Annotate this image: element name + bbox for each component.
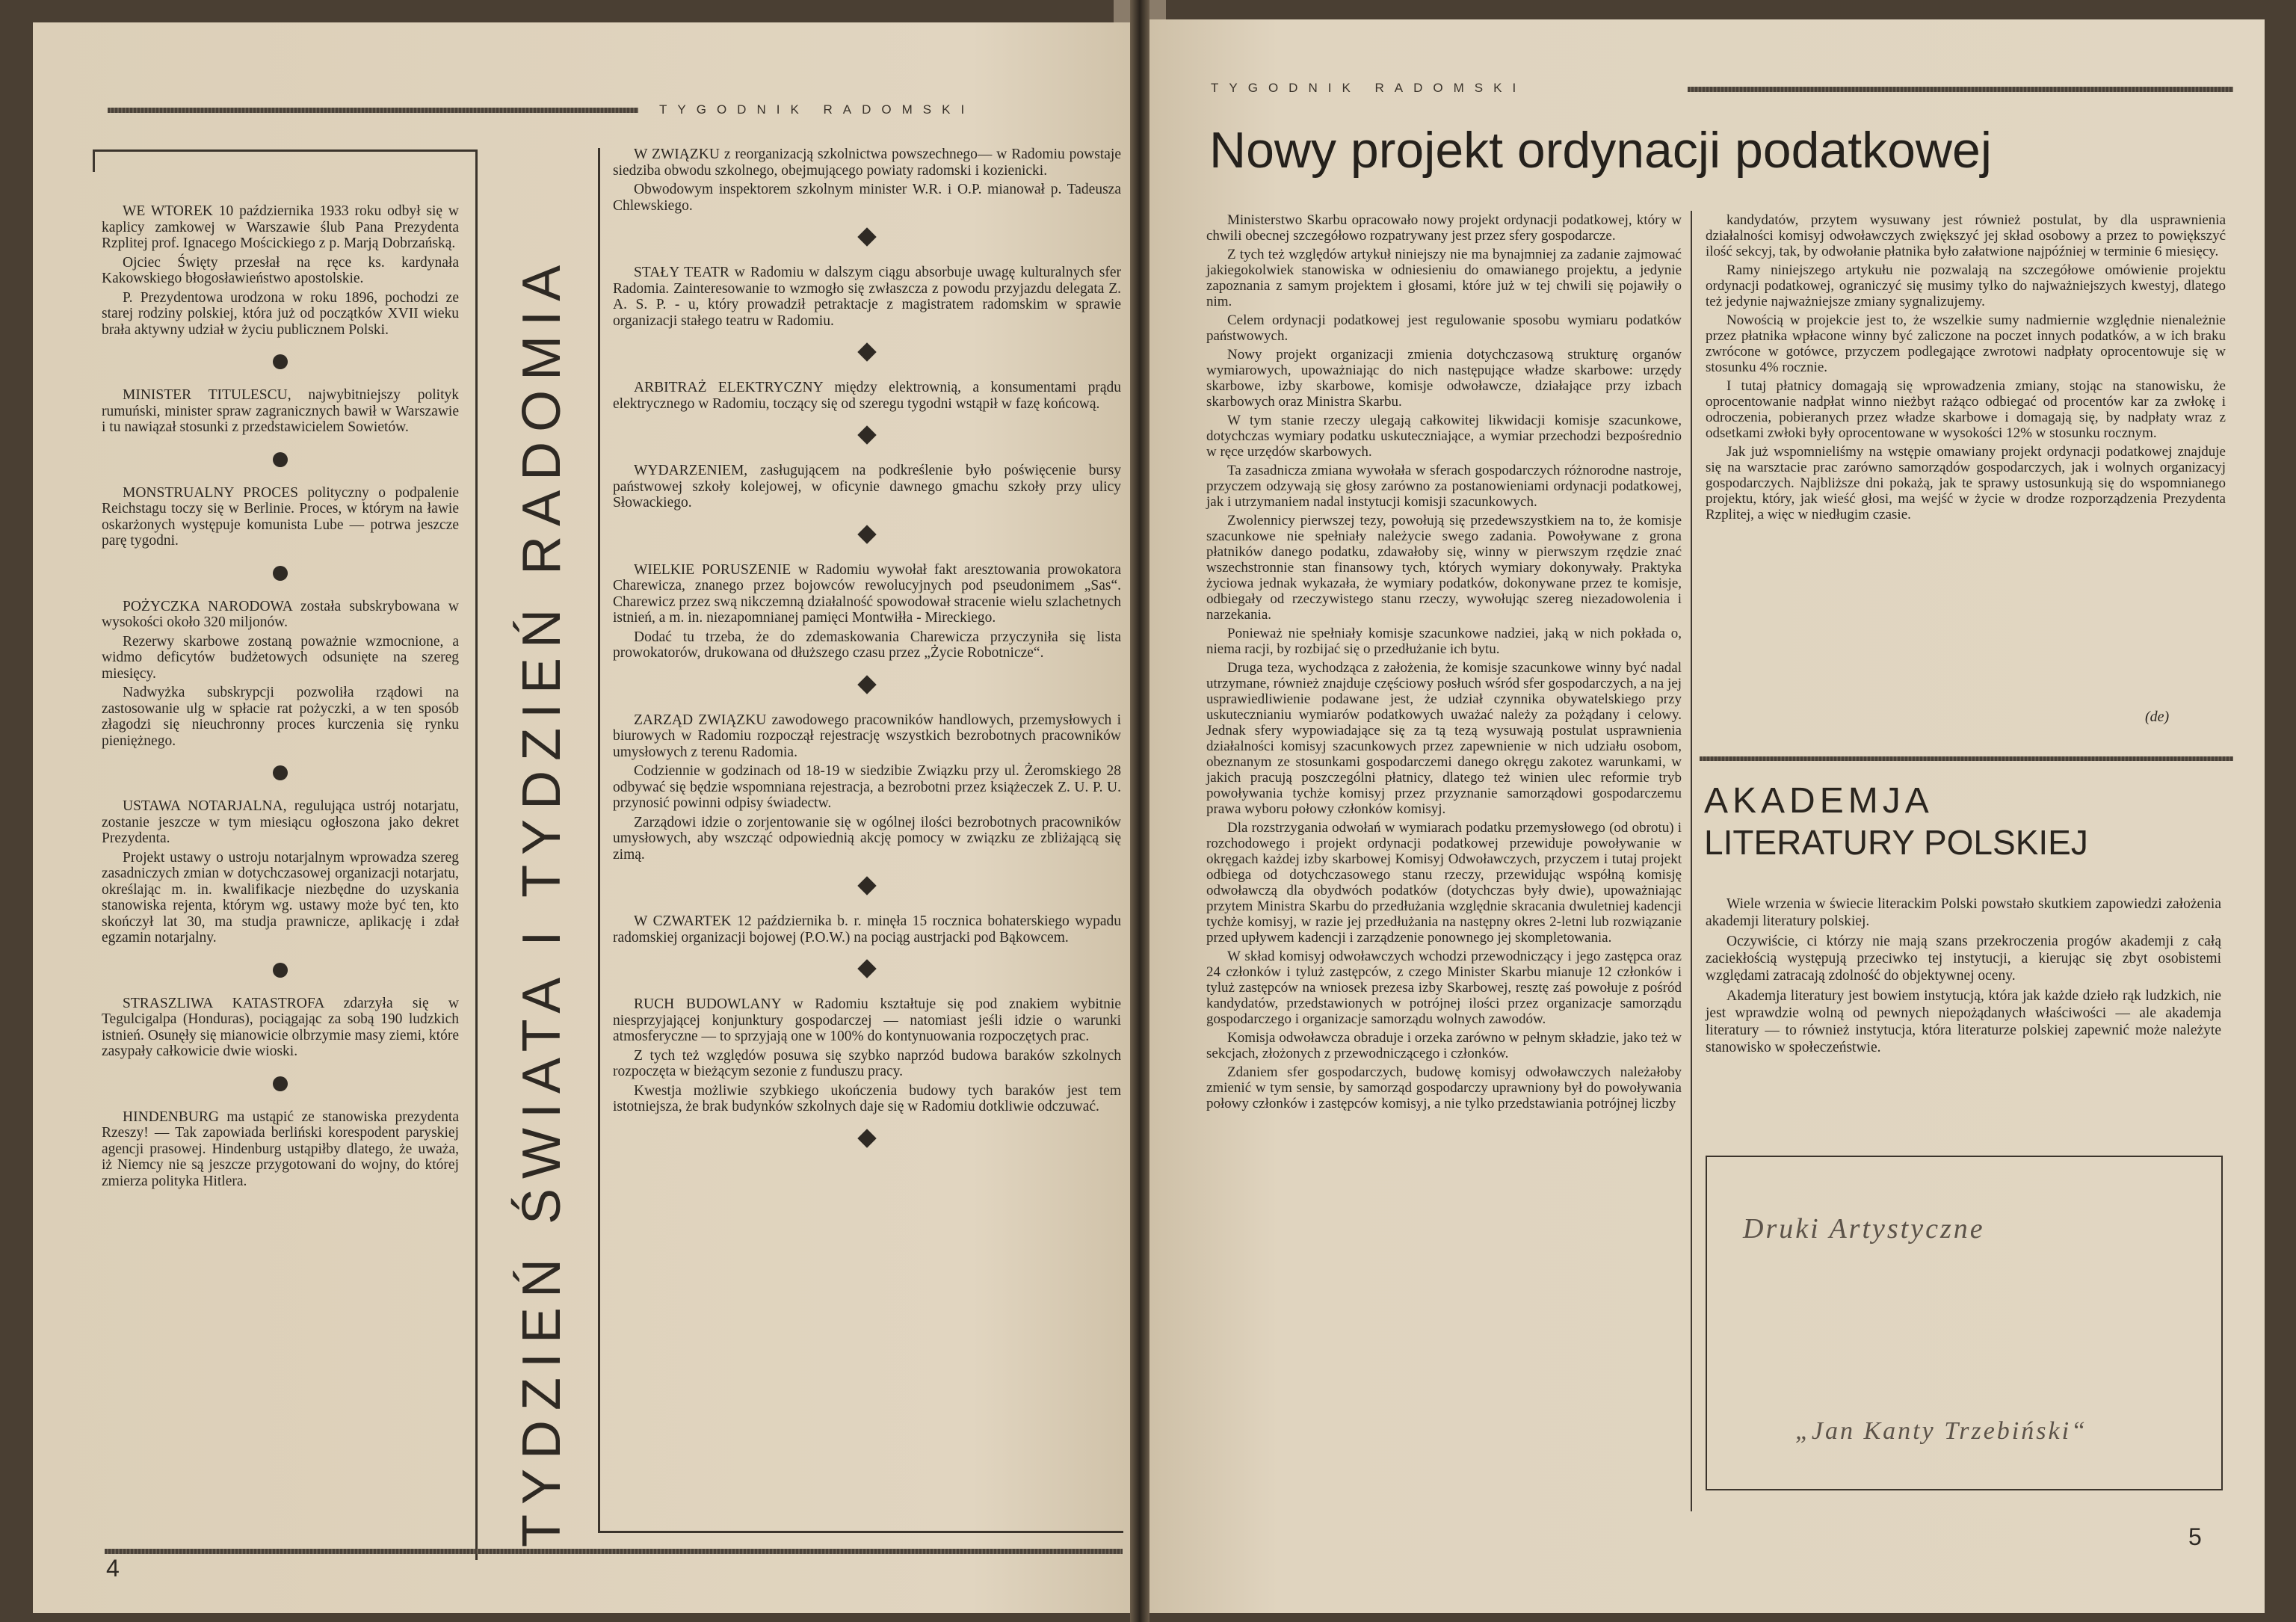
world-news-paragraph: P. Prezydentowa urodzona w roku 1896, pochodzi ze starej rodziny polskiej, która już od początków XVII wieku brała aktywny udział w życiu publicznem Polski.: [102, 289, 459, 338]
world-news-paragraph: Rezerwy skarbowe zostaną poważnie wzmocnione, a widmo deficytów budżetowych odsunięte na szereg miesięcy.: [102, 633, 459, 682]
radom-news-paragraph: Dodać tu trzeba, że do zdemaskowania Charewicza przyczyniła się lista prowokatorów, drukowana od dłuższego czasu przez „Życie Robotnicze“.: [613, 629, 1121, 661]
radom-news-paragraph: Obwodowym inspektorem szkolnym minister W.R. i O.P. mianował p. Tadeusza Chlewskiego.: [613, 182, 1121, 214]
article-signature: (de): [2145, 709, 2170, 725]
akademja-title-line1: AKADEMJA: [1704, 781, 1934, 821]
article-paragraph: Ta zasadnicza zmiana wywołała w sferach gospodarczych różnorodne nastroje, przyczem odzywają się głosy zarówno za postanowieniami ordynacji podatkowej, jak i utrzymaniem nadal instytucji komisji szacunkowych.: [1206, 463, 1682, 510]
column-divider: [1691, 211, 1692, 1511]
world-news-item: [102, 387, 459, 436]
radom-news-paragraph: Z tych też względów posuwa się szybko naprzód budowa baraków szkolnych rozpoczęta w bieżącym sezonie z funduszu pracy.: [613, 1047, 1121, 1079]
article-paragraph: Ponieważ nie spełniały komisje szacunkowe nadziei, jaką w nich pokłada o, niema racji, by rozbijać się o przedłużanie ich bytu.: [1206, 626, 1682, 657]
article-column-1: [1206, 212, 1682, 1114]
diamond-separator: [857, 425, 876, 444]
footer-rule: [105, 1549, 1123, 1554]
article-paragraph: kandydatów, przytem wysuwany jest również postulat, by dla usprawnienia działalności komisyj odwoławczych zwiększyć jej skład osobowy a przez to powiększyć ilość sekcyj, tak, by odwołanie płatnika było załatwione najpóźniej w terminie 6 miesięcy.: [1706, 212, 2226, 259]
world-news-item: [102, 599, 459, 750]
page-number: 4: [106, 1555, 120, 1582]
world-news-item: [102, 1109, 459, 1190]
akademja-paragraph: Wiele wrzenia w świecie literackim Polski powstało skutkiem zapowiedzi założenia akademji literatury polskiej.: [1706, 896, 2221, 929]
radom-news-item: [613, 712, 1121, 863]
radom-news-paragraph: Codziennie w godzinach od 18-19 w siedzibie Związku przy ul. Żeromskiego 28 odbywać się będzie wspomniana rejestracja, a bezrobotni przez książeczek Z. U. P. U. przynosić powinni odpisy świadectw.: [613, 763, 1121, 811]
article-paragraph: W skład komisyj odwoławczych wchodzi przewodniczący i jego zastępca oraz 24 członków i tyluż zastępców, z czego Minister Skarbu mianuje 12 członków i tyluż zastępców na wniosek prezesa izby Skarbowej, resztę zaś powołuje z pośród kandydatów, przedstawionych w potrójnej ilości przez organizacje samorządu gospodarczego i organizacje samorządu wolnych zawodów.: [1206, 949, 1682, 1027]
right-page: [1144, 19, 2265, 1613]
akademja-text: [1706, 895, 2221, 1059]
article-paragraph: Nowy projekt organizacji zmienia dotychczasową strukturę organów wymiarowych, upoważniając do nich następujące władze skarbowe: urzędy skarbowe, izby skarbowe, komisje odwoławcze, działające przy izbach skarbowych oraz Ministra Skarbu.: [1206, 347, 1682, 410]
world-news-item: [102, 798, 459, 946]
article-paragraph: Zwolennicy pierwszej tezy, powołują się przedewszystkiem na to, że komisje szacunkowe nie spełniały należycie swego zadania. Powoływane z grona płatników danego podatku, zdawałoby się, winny w pierwszym rzędzie znać wszechstronnie stan finansowy tych, których wymiary dokonywały. Praktyka życiowa jednak wykazała, że wymiary podatków, dokonywane przez te komisje, odbiegały od rzeczywistego stanu rzeczy, wywołując szereg niezadowolenia i narzekania.: [1206, 513, 1682, 623]
bullet-dot-separator: [273, 765, 288, 780]
article-paragraph: Ministerstwo Skarbu opracowało nowy projekt ordynacji podatkowej, który w chwili obecnej szczegółowo rozpatrywany jest przez sfery gospodarcze.: [1206, 212, 1682, 244]
world-news-column: [102, 203, 459, 1192]
box-corner: [93, 149, 95, 172]
article-paragraph: Jak już wspomnieliśmy na wstępie omawiany projekt ordynacji podatkowej znajduje się na warsztacie prac zarówno samorządów gospodarczych, jak i wolnych organizacyj gospodarczych. Najbliższe dni pokażą, jak te sprawy ustosunkują się do wspomnianego projektu, który, jak wieść głosi, ma wejść w życie w drodze rozporządzenia Prezydenta Rzplitej, a więc w niedługim czasie.: [1706, 444, 2226, 522]
page-number: 5: [2188, 1523, 2202, 1550]
world-news-paragraph: Ojciec Święty przesłał na ręce ks. kardynała Kakowskiego błogosławieństwo apostolskie.: [102, 254, 459, 286]
bullet-dot-separator: [273, 452, 288, 467]
radom-news-paragraph: WYDARZENIEM, zasługującem na podkreślenie było poświęcenie bursy państwowej szkoły kolejowej, w oficynie dawnego gmachu szkoły przy ulicy Słowackiego.: [613, 463, 1121, 511]
article-paragraph: W tym stanie rzeczy ulegają całkowitej likwidacji komisje szacunkowe, dotychczas wymiary podatku uskuteczniające, a wymiar przechodzi bezpośrednio w ręce urzędów skarbowych.: [1206, 413, 1682, 460]
header-rule: [1688, 87, 2233, 92]
akademja-title-line2: LITERATURY POLSKIEJ: [1704, 823, 2088, 862]
article-headline: Nowy projekt ordynacji podatkowej: [1209, 122, 1992, 179]
running-head: TYGODNIK RADOMSKI: [1211, 81, 1527, 95]
radom-news-paragraph: Zarządowi idzie o zorjentowanie się w ogólnej ilości bezrobotnych pracowników umysłowych, aby wszcząć odpowiednią akcję pomocy w związku ze zbliżającą się zimą.: [613, 814, 1121, 863]
radom-news-paragraph: W CZWARTEK 12 października b. r. minęła 15 rocznica bohaterskiego wypadu radomskiej organizacji bojowej (P.O.W.) na pociąg austrjacki pod Bąkowcem.: [613, 913, 1121, 946]
radom-news-item: [613, 265, 1121, 329]
diamond-separator: [857, 959, 876, 978]
world-news-paragraph: HINDENBURG ma ustąpić ze stanowiska prezydenta Rzeszy! — Tak zapowiada berliński korespodent paryskiej agencji prasowej. Hindenburg ustąpiłby dlatego, że uważa, iż Niemcy nie są jeszcze przygotowani do wojny, do której zmierza polityka Hitlera.: [102, 1108, 459, 1189]
bullet-dot-separator: [273, 1076, 288, 1091]
diamond-separator: [857, 227, 876, 246]
world-news-item: [102, 203, 459, 338]
world-news-paragraph: POŻYCZKA NARODOWA została subskrybowana w wysokości około 320 miljonów.: [102, 598, 459, 630]
radom-news-item: [613, 380, 1121, 412]
radom-news-item: [613, 562, 1121, 662]
section-rule: [1700, 756, 2233, 761]
radom-news-paragraph: ZARZĄD ZWIĄZKU zawodowego pracowników handlowych, przemysłowych i biurowych w Radomiu rozpoczął rejestrację wszystkich bezrobotnych pracowników umysłowych z terenu Radomia.: [613, 712, 1121, 760]
article-paragraph: Druga teza, wychodząca z założenia, że komisje szacunkowe winny być nadal utrzymane, również znajduje częściowy posłuch wśród sfer gospodarczych, a na jej usprawiedliwienie podawane jest, że udział czynnika obywatelskiego przy uskutecznianiu wymiarów podatkowych uważać należy za pożądany i celowy. Jednak sfery wypowiadające się za tą tezą wysuwają postulat usprawnienia działalności komisyj szacunkowych przez zapewnienie w nich udziału osobom, obeznanym ze stosunkami gospodarczemi danego okręgu zakotez warunkami, w jakich pracują poszczególni płatnicy, dlatego też winien ulec reformie tryb powoływania tychże komisyj przez przyznanie samorządowi gospodarczemu prawa wyboru połowy członków komisyj.: [1206, 660, 1682, 817]
diamond-separator: [857, 675, 876, 694]
diamond-separator: [857, 525, 876, 543]
article-paragraph: Zdaniem sfer gospodarczych, budowę komisyj odwoławczych należałoby zmienić w tym sensie, by samorząd gospodarczy uprawniony był do powoływania połowy członków i zastępców komisyj, a nie tylko przedstawiania potrójnej liczby: [1206, 1064, 1682, 1111]
header-rule: [108, 108, 638, 113]
radom-news-paragraph: ARBITRAŻ ELEKTRYCZNY między elektrownią, a konsumentami prądu elektrycznego w Radomiu, toczący się od szeregu tygodni wstąpił w fazę końcową.: [613, 380, 1121, 412]
running-head: TYGODNIK RADOMSKI: [659, 102, 975, 117]
bullet-dot-separator: [273, 354, 288, 369]
world-news-paragraph: STRASZLIWA KATASTROFA zdarzyła się w Tegulcigalpa (Honduras), pociągając za sobą 190 ludzkich istnień. Osunęły się mianowicie olbrzymie masy ziemi, które zasypały całkowicie dwie wioski.: [102, 995, 459, 1059]
bullet-dot-separator: [273, 963, 288, 978]
world-news-paragraph: Nadwyżka subskrypcji pozwoliła rządowi na zastosowanie ulg w spłacie rat pożyczki, a w ten sposób złagodzi się nieuchronny proces kurczenia się rynku pieniężnego.: [102, 685, 459, 749]
bullet-dot-separator: [273, 566, 288, 581]
article-paragraph: Ramy niniejszego artykułu nie pozwalają na szczegółowe omówienie projektu ordynacji podatkowej, ograniczyć się musimy tylko do najważniejszych kwestyj, dlatego też jedynie najważniejsze zmiany sygnalizujemy.: [1706, 262, 2226, 309]
article-paragraph: Komisja odwoławcza obraduje i orzeka zarówno w pełnym składzie, jako też w sekcjach, złożonych z przewodniczącego i członków.: [1206, 1030, 1682, 1061]
world-news-paragraph: WE WTOREK 10 października 1933 roku odbył się w kaplicy zamkowej w Warszawie ślub Pana Prezydenta Rzplitej prof. Ignacego Mościckiego z p. Marją Dobrzańską.: [102, 203, 459, 251]
radom-news-item: [613, 996, 1121, 1115]
world-news-paragraph: MONSTRUALNY PROCES polityczny o podpalenie Reichstagu toczy się w Berlinie. Proces, w którym na ławie oskarżonych występuje komunista Lube — potrwa jeszcze parę tygodni.: [102, 484, 459, 549]
article-column-2: [1706, 212, 2226, 525]
vertical-section-title: TYDZIEŃ ŚWIATA I TYDZIEŃ RADOMIA: [512, 255, 572, 1547]
radom-news-paragraph: WIELKIE PORUSZENIE w Radomiu wywołał fakt aresztowania prowokatora Charewicza, znanego przez bojowców rewolucyjnych pod pseudonimem „Sas“. Charewicz przez swą nikczemną działalność spowodował stracenie wielu szlachetnych istnień, a m. in. niezapomnianej pamięci Montwiłła - Mireckiego.: [613, 561, 1121, 626]
article-paragraph: I tutaj płatnicy domagają się wprowadzenia zmiany, stojąc na stanowisku, że oprocentowanie nadpłat winno nieżbyt rażąco odbiegać od procentów kar za zwłokę i odroczenia, pobieranych przez władze skarbowe i domagają się, by nadpłaty wraz z odsetkami zwłoki były oprocentowane w wysokości 12% w stosunku rocznym.: [1706, 378, 2226, 441]
world-news-paragraph: Projekt ustawy o ustroju notarjalnym wprowadza szereg zasadniczych zmian w dotychczasowej organizacji notarjatu, określając m. in. kwalifikacje niezbędne do uzyskania stanowiska rejenta, którym wg. ustawy może być ten, kto skończył lat 30, ma studja prawnicze, aplikację i zdał egzamin notarjalny.: [102, 849, 459, 946]
world-news-paragraph: USTAWA NOTARJALNA, regulująca ustrój notarjatu, zostanie jeszcze w tym miesiącu ogłoszona jako dekret Prezydenta.: [102, 798, 459, 846]
world-news-paragraph: MINISTER TITULESCU, najwybitniejszy polityk rumuński, minister spraw zagranicznych bawił w Warszawie i tu nawiązał stosunki z przedstawicielem Sowietów.: [102, 387, 459, 435]
radom-news-paragraph: RUCH BUDOWLANY w Radomiu kształtuje się pod znakiem wybitnie niesprzyjającej konjunktury gospodarczej — natomiast jeśli idzie o warunki atmosferyczne — to sprzyjają one w 100% do kontynuowania rozpoczętych prac.: [613, 996, 1121, 1044]
advert-line2: „Jan Kanty Trzebiński“: [1795, 1417, 2087, 1445]
article-paragraph: Dla rozstrzygania odwołań w wymiarach podatku przemysłowego (od obrotu) i rozchodowego i projekt ordynacji podatkowej przewiduje powoływanie w okręgach każdej izby skarbowej Komisyj Odwoławczych, przyczem i tutaj projekt odbiega od dotychczasowego stanu rzeczy, przewidując współną komisję odwoławczą dla obydwóch podatków (dotychczas były dwie), upoważniając przytem Ministra Skarbu do przedłużania względnie skracania dwuletniej kadencji tychże komisyj, w razie jej przedłużania na następny okres 2-letni lub rozwiązanie przed upływem kadencji i zarządzenie ponownego jej skompletowania.: [1206, 820, 1682, 946]
binding-gutter: [1130, 0, 1149, 1622]
diamond-separator: [857, 1129, 876, 1147]
diamond-separator: [857, 876, 876, 895]
radom-news-paragraph: STAŁY TEATR w Radomiu w dalszym ciągu absorbuje uwagę kulturalnych sfer Radomia. Zainteresowanie to wzmogło się zwłaszcza z powodu przyjazdu delegata Z. A. S. P. - u, który prowadził petraktacje z magistratem radomskim w sprawie organizacji stałego teatru w Radomiu.: [613, 265, 1121, 329]
radom-news-item: [613, 147, 1121, 214]
world-news-item: [102, 996, 459, 1060]
world-news-item: [102, 485, 459, 549]
radom-news-paragraph: Kwestja możliwie szybkiego ukończenia budowy tych baraków jest tem istotniejsza, że brak budynków szkolnych daje się w Radomiu dotkliwie odczuwać.: [613, 1082, 1121, 1114]
radom-news-item: [613, 913, 1121, 946]
akademja-paragraph: Oczywiście, ci którzy nie mają szans przekroczenia progów akademji z całą zaciekłością występują przeciwko tej instytucji, a kierując się zbyt osobistemi względami zatracają zdolność do objektywnej oceny.: [1706, 934, 2221, 984]
advert-line1: Druki Artystyczne: [1743, 1213, 1985, 1245]
article-paragraph: Celem ordynacji podatkowej jest regulowanie sposobu wymiaru podatków państwowych.: [1206, 312, 1682, 344]
radom-news-paragraph: W ZWIĄZKU z reorganizacją szkolnictwa powszechnego— w Radomiu powstaje siedziba obwodu szkolnego, obejmującego powiaty radomski i kozienicki.: [613, 147, 1121, 179]
diamond-separator: [857, 342, 876, 361]
article-paragraph: Nowością w projekcie jest to, że wszelkie sumy nadmiernie względnie nienależnie przez płatnika wpłacone winny być zaliczone na poczet innych podatków, a w ich braku zwrócone w gotówce, przyczem podlegające zwrotowi nadpłaty oprocentowuje się w stosunku 4% rocznie.: [1706, 312, 2226, 375]
radom-news-column: [613, 147, 1121, 1166]
advert-box: [1706, 1156, 2223, 1490]
radom-news-item: [613, 463, 1121, 511]
akademja-paragraph: Akademja literatury jest bowiem instytucją, która jak każde dzieło rąk ludzkich, nie jest wprawdzie wolną od pewnych niepożądanych właściwości — ale akademja literatury — to również instytucja, która literaturze polskiej zapewnić może należyte stanowisko w społeczeństwie.: [1706, 988, 2221, 1055]
article-paragraph: Z tych też względów artykuł niniejszy nie ma bynajmniej za zadanie zajmować jakiegokolwiek stanowiska w odniesieniu do omawianego projektu, a jedynie zapoznania z samym projektem i głosami, które już w tej chwili się pojawiły o nim.: [1206, 247, 1682, 309]
left-page: [33, 22, 1138, 1613]
